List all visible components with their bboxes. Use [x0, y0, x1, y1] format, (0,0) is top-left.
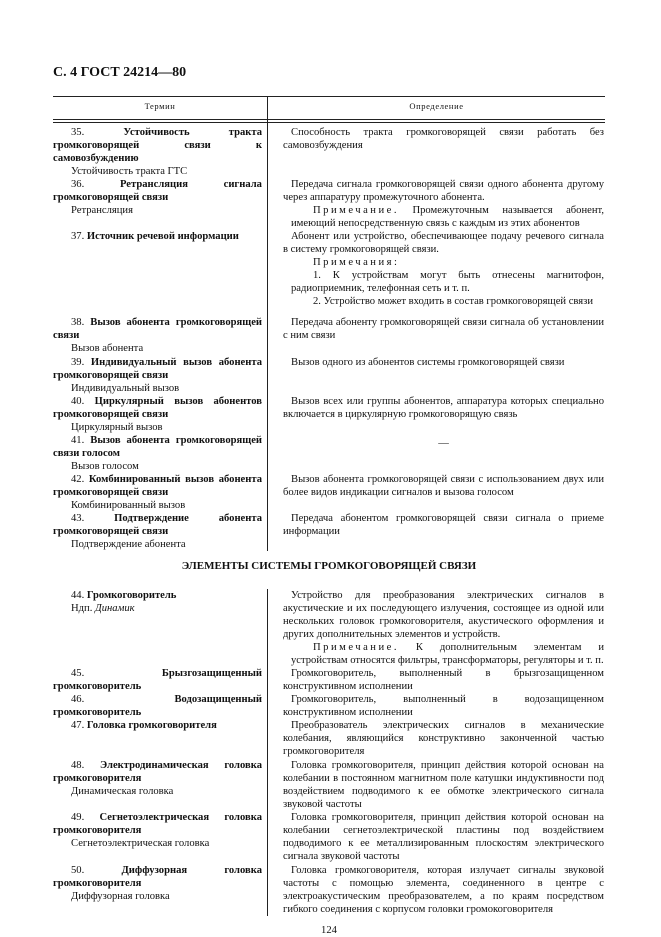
table-row	[53, 126, 605, 178]
definition-text: Устройство для преобразования электрических сигналов в акустические и их последующего излучения, состоящее из одной или нескольких головок громкоговорителя, акустического оформления и других дополнительных элементов и устройств.	[283, 590, 604, 640]
term-entry	[53, 667, 262, 693]
term-title: Головка громкоговорителя	[86, 720, 217, 731]
term-number: 50.	[71, 865, 85, 876]
term-number: 40.	[71, 396, 85, 407]
definition-text: Громкоговоритель, выполненный в водозащищенном конструктивном исполнении	[283, 694, 604, 718]
term-title: Водозащищенный громкоговоритель	[53, 694, 262, 718]
term-number: 35.	[71, 127, 85, 138]
definition-text: Передача абонентом громкоговорящей связи сигнала о приеме информации	[283, 513, 604, 537]
definition-text: Способность тракта громкоговорящей связи работать без самовозбуждения	[283, 127, 604, 151]
term-title: Источник речевой информации	[86, 231, 239, 242]
column-header-term: Термин	[144, 101, 176, 111]
definition-text: —	[438, 438, 449, 449]
term-deprecated	[53, 602, 262, 615]
table-row	[53, 759, 605, 811]
term-entry	[53, 230, 262, 243]
term-synonym: Вызов абонента	[71, 343, 144, 354]
definition	[283, 864, 604, 916]
table-row	[53, 434, 605, 473]
term-entry	[53, 512, 262, 551]
term-number: 42.	[71, 474, 85, 485]
note-label: Примечания:	[313, 257, 400, 268]
definition-text: Преобразователь электрических сигналов в механические колебания, являющийся конструктивно законченной частью громкоговорителя	[283, 720, 604, 757]
term-table-2	[53, 589, 605, 916]
term-title: Вызов абонента громкоговорящей связи голосом	[53, 435, 262, 459]
term-number: 39.	[71, 357, 85, 368]
table-row	[53, 316, 605, 356]
term-number: 36.	[71, 179, 85, 190]
term-synonym: Ретрансляция	[71, 205, 133, 216]
term-number: 48.	[71, 760, 85, 771]
definition	[283, 316, 604, 342]
term-entry	[53, 395, 262, 434]
page-header: С. 4 ГОСТ 24214—80	[53, 65, 187, 80]
term-title: Громкоговоритель	[86, 590, 177, 601]
term-entry	[53, 316, 262, 355]
term-title: Брызгозащищенный громкоговоритель	[53, 668, 262, 692]
term-synonym: Циркулярный вызов	[71, 422, 163, 433]
definition	[283, 126, 604, 152]
term-entry	[53, 719, 262, 732]
term-number: 45.	[71, 668, 85, 679]
term-synonym: Индивидуальный вызов	[71, 383, 180, 394]
term-synonym: Диффузорная головка	[71, 891, 170, 902]
table-row	[53, 719, 605, 759]
term-number: 41.	[71, 435, 85, 446]
table-row	[53, 589, 605, 667]
note-item: 1. К устройствам могут быть отнесены магнитофон, радиоприемник, телефонная сеть и т. п.	[291, 270, 604, 294]
term-title: Индивидуальный вызов абонента громкоговорящей связи	[53, 357, 262, 381]
term-synonym: Подтверждение абонента	[71, 539, 186, 550]
term-title: Вызов абонента громкоговорящей связи	[53, 317, 262, 341]
note	[283, 204, 604, 230]
definition-text: Вызов абонента громкоговорящей связи с использованием двух или более видов индикации сигналов и вызова голосом	[283, 474, 604, 498]
term-title: Подтверждение абонента громкоговорящей связи	[53, 513, 262, 537]
definition-text: Вызов всех или группы абонентов, аппаратура которых специально включается в циркулярную громкоговорящую связь	[283, 396, 604, 420]
definition	[283, 395, 604, 421]
term-entry	[53, 434, 262, 473]
table-row	[53, 230, 605, 316]
definition-text: Головка громкоговорителя, принцип действия которой основан на колебании сегнетоэлектрической пластины под воздействием подводимого к ее металлизированным плоскостям электрического сигнала звуковой частоты	[283, 812, 604, 862]
table-row	[53, 356, 605, 395]
column-header-definition: Определение	[409, 101, 464, 111]
table-row	[53, 693, 605, 719]
term-entry	[53, 126, 262, 178]
term-number: 49.	[71, 812, 85, 823]
term-table	[53, 126, 605, 551]
definition	[283, 693, 604, 719]
page-number: 124	[321, 925, 337, 936]
header-rule-1	[53, 119, 605, 120]
table-row	[53, 811, 605, 864]
term-entry	[53, 356, 262, 395]
note-text: К дополнительным элементам и устройствам относятся фильтры, трансформаторы, регуляторы и т. п.	[291, 642, 604, 666]
definition-text: Головка громкоговорителя, которая излучает сигналы звуковой частоты с помощью элемента, соединенного в центре с электроакустическим преобразователем, а по краям посредством гибкого соединения с корпусом головки громокоговорителя	[283, 865, 604, 915]
definition-text: Головка громкоговорителя, принцип действия которой основан на колебании в постоянном магнитном поле катушки индуктивности под воздействием подводимого к ее обмотке электрического сигнала звуковой частоты	[283, 760, 604, 810]
term-number: 37.	[71, 231, 85, 242]
term-title: Циркулярный вызов абонентов громкоговорящей связи	[53, 396, 262, 420]
definition	[283, 512, 604, 538]
table-row	[53, 512, 605, 551]
term-number: 46.	[71, 694, 85, 705]
definition	[283, 473, 604, 499]
term-number: 47.	[71, 720, 85, 731]
note-label: Примечание.	[313, 205, 399, 216]
deprecated-label: Ндп.	[71, 603, 93, 614]
definition	[283, 178, 604, 230]
note-item: 2. Устройство может входить в состав громкоговорящей связи	[313, 296, 594, 307]
term-title: Ретрансляция сигнала громкоговорящей связи	[53, 179, 262, 203]
term-entry	[53, 178, 262, 217]
definition	[283, 811, 604, 863]
term-entry	[53, 693, 262, 719]
section-heading: ЭЛЕМЕНТЫ СИСТЕМЫ ГРОМКОГОВОРЯЩЕЙ СВЯЗИ	[181, 560, 477, 572]
definition	[283, 719, 604, 758]
term-entry	[53, 759, 262, 798]
term-number: 43.	[71, 513, 85, 524]
term-title: Сегнетоэлектрическая головка громкоговорителя	[53, 812, 262, 836]
term-title: Устойчивость тракта громкоговорящей связи к самовозбуждению	[53, 127, 262, 164]
definition-text: Передача сигнала громкоговорящей связи одного абонента другому через аппаратуру промежуточного абонента.	[283, 179, 604, 203]
term-number: 38.	[71, 317, 85, 328]
definition	[283, 667, 604, 693]
definition	[283, 356, 604, 369]
term-title: Комбинированный вызов абонента громкоговорящей связи	[53, 474, 262, 498]
note-label: Примечание.	[313, 642, 399, 653]
definition	[283, 230, 604, 308]
header-rule-2	[53, 122, 605, 123]
table-top-rule	[53, 96, 605, 97]
term-synonym: Комбинированный вызов	[71, 500, 186, 511]
table-row	[53, 395, 605, 434]
definition	[283, 759, 604, 811]
term-synonym: Вызов голосом	[71, 461, 139, 472]
table-row	[53, 864, 605, 916]
term-entry	[53, 473, 262, 512]
definition-text: Вызов одного из абонентов системы громкоговорящей связи	[291, 357, 565, 368]
term-title: Электродинамическая головка громкоговорителя	[53, 760, 262, 784]
term-title: Диффузорная головка громкоговорителя	[53, 865, 262, 889]
term-entry	[53, 811, 262, 850]
note-text: Промежуточным называется абонент, имеющий непосредственную связь с каждым из этих абонентов	[291, 205, 604, 229]
definition-text: Абонент или устройство, обеспечивающее подачу речевого сигнала в систему громкоговорящей связи.	[283, 231, 604, 255]
table-row	[53, 178, 605, 230]
definition	[283, 589, 604, 667]
term-number: 44.	[71, 590, 85, 601]
page-body	[53, 126, 605, 937]
table-row	[53, 473, 605, 512]
term-synonym: Сегнетоэлектрическая головка	[71, 838, 210, 849]
note	[283, 641, 604, 667]
definition	[283, 434, 604, 450]
deprecated-term: Динамик	[95, 603, 135, 614]
definition-text: Передача абоненту громкоговорящей связи сигнала об установлении с ним связи	[283, 317, 604, 341]
term-entry	[53, 864, 262, 903]
term-synonym: Динамическая головка	[71, 786, 174, 797]
table-row	[53, 667, 605, 693]
term-entry	[53, 589, 262, 615]
notes-label	[283, 256, 604, 269]
term-synonym: Устойчивость тракта ГТС	[71, 166, 188, 177]
definition-text: Громкоговоритель, выполненный в брызгозащищенном конструктивном исполнении	[283, 668, 604, 692]
